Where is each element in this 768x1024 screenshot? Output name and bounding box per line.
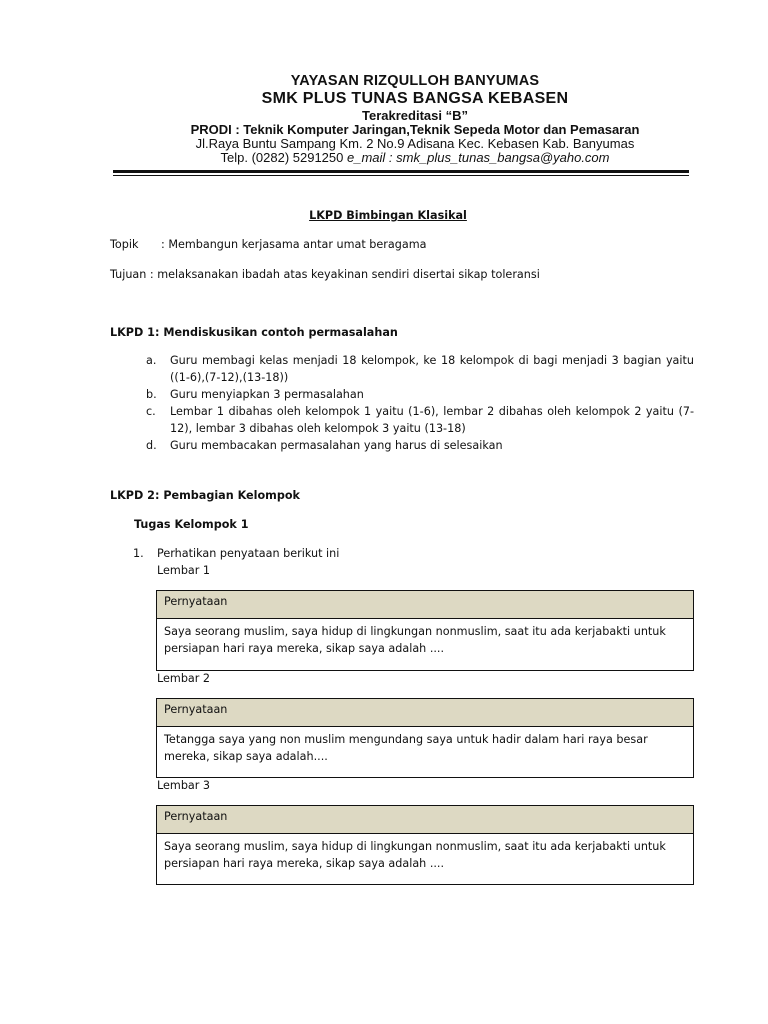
statement-box-3 [156, 805, 694, 885]
foundation-name: YAYASAN RIZQULLOH BANYUMAS [290, 73, 540, 89]
list-item [146, 386, 694, 403]
list-item-text: Guru membagi kelas menjadi 18 kelompok, ke 18 kelompok di bagi menjadi 3 bagian yaitu ((1-6),(7-12),(13-18)) [170, 354, 694, 384]
statement-text: Tetangga saya yang non muslim mengundang saya untuk hadir dalam hari raya besar mereka, sikap saya adalah.... [164, 733, 648, 763]
programs: PRODI : Teknik Komputer Jaringan,Teknik Sepeda Motor dan Pemasaran [190, 122, 640, 137]
statement-box-1 [156, 590, 694, 671]
statement-box-2 [156, 698, 694, 778]
topik-label: Topik [110, 238, 139, 251]
list-item [146, 352, 694, 386]
task-heading: Tugas Kelompok 1 [134, 518, 249, 531]
sheet-label-3: Lembar 3 [157, 779, 211, 792]
lkpd2-heading: LKPD 2: Pembagian Kelompok [110, 489, 300, 502]
list-item-text: Guru membacakan permasalahan yang harus di selesaikan [170, 439, 503, 452]
list-item [146, 437, 694, 454]
email: e_mail : smk_plus_tunas_bangsa@yaho.com [346, 150, 610, 165]
lkpd1-heading: LKPD 1: Mendiskusikan contoh permasalahan [110, 326, 398, 339]
statement-text: Saya seorang muslim, saya hidup di lingkungan nonmuslim, saat itu ada kerjabakti untuk persiapan hari raya mereka, sikap saya adalah .... [164, 840, 666, 870]
document-title: LKPD Bimbingan Klasikal [309, 209, 467, 222]
step-text: Perhatikan penyataan berikut ini [157, 547, 340, 560]
school-name: SMK PLUS TUNAS BANGSA KEBASEN [261, 90, 569, 107]
statement-header: Pernyataan [157, 699, 693, 727]
list-marker: c. [146, 405, 156, 418]
tujuan: Tujuan : melaksanakan ibadah atas keyakinan sendiri disertai sikap toleransi [110, 268, 540, 281]
address: Jl.Raya Buntu Sampang Km. 2 No.9 Adisana Kec. Kebasen Kab. Banyumas [195, 136, 635, 151]
statement-text: Saya seorang muslim, saya hidup di lingkungan nonmuslim, saat itu ada kerjabakti untuk persiapan hari raya mereka, sikap saya adalah .... [164, 625, 666, 655]
list-marker: d. [146, 439, 157, 452]
step-marker: 1. [133, 547, 144, 560]
list-item-text: Lembar 1 dibahas oleh kelompok 1 yaitu (1-6), lembar 2 dibahas oleh kelompok 2 yaitu (7-12), lembar 3 dibahas oleh kelompok 3 yaitu (13-18) [170, 405, 694, 435]
sheet-label-1: Lembar 1 [157, 564, 211, 577]
sheet-label-2: Lembar 2 [157, 672, 211, 685]
list-item-text: Guru menyiapkan 3 permasalahan [170, 388, 364, 401]
list-marker: b. [146, 388, 157, 401]
contact-line [0, 150, 768, 165]
statement-header: Pernyataan [157, 591, 693, 619]
accreditation: Terakreditasi “B” [362, 108, 468, 123]
list-marker: a. [146, 354, 157, 367]
phone: Telp. (0282) 5291250 [220, 150, 347, 165]
statement-header: Pernyataan [157, 806, 693, 834]
topik-value: : Membangun kerjasama antar umat beragama [161, 238, 427, 251]
header-rule-thin [113, 175, 689, 176]
lkpd1-list [146, 352, 694, 454]
header-rule [113, 170, 689, 173]
list-item [146, 403, 694, 437]
